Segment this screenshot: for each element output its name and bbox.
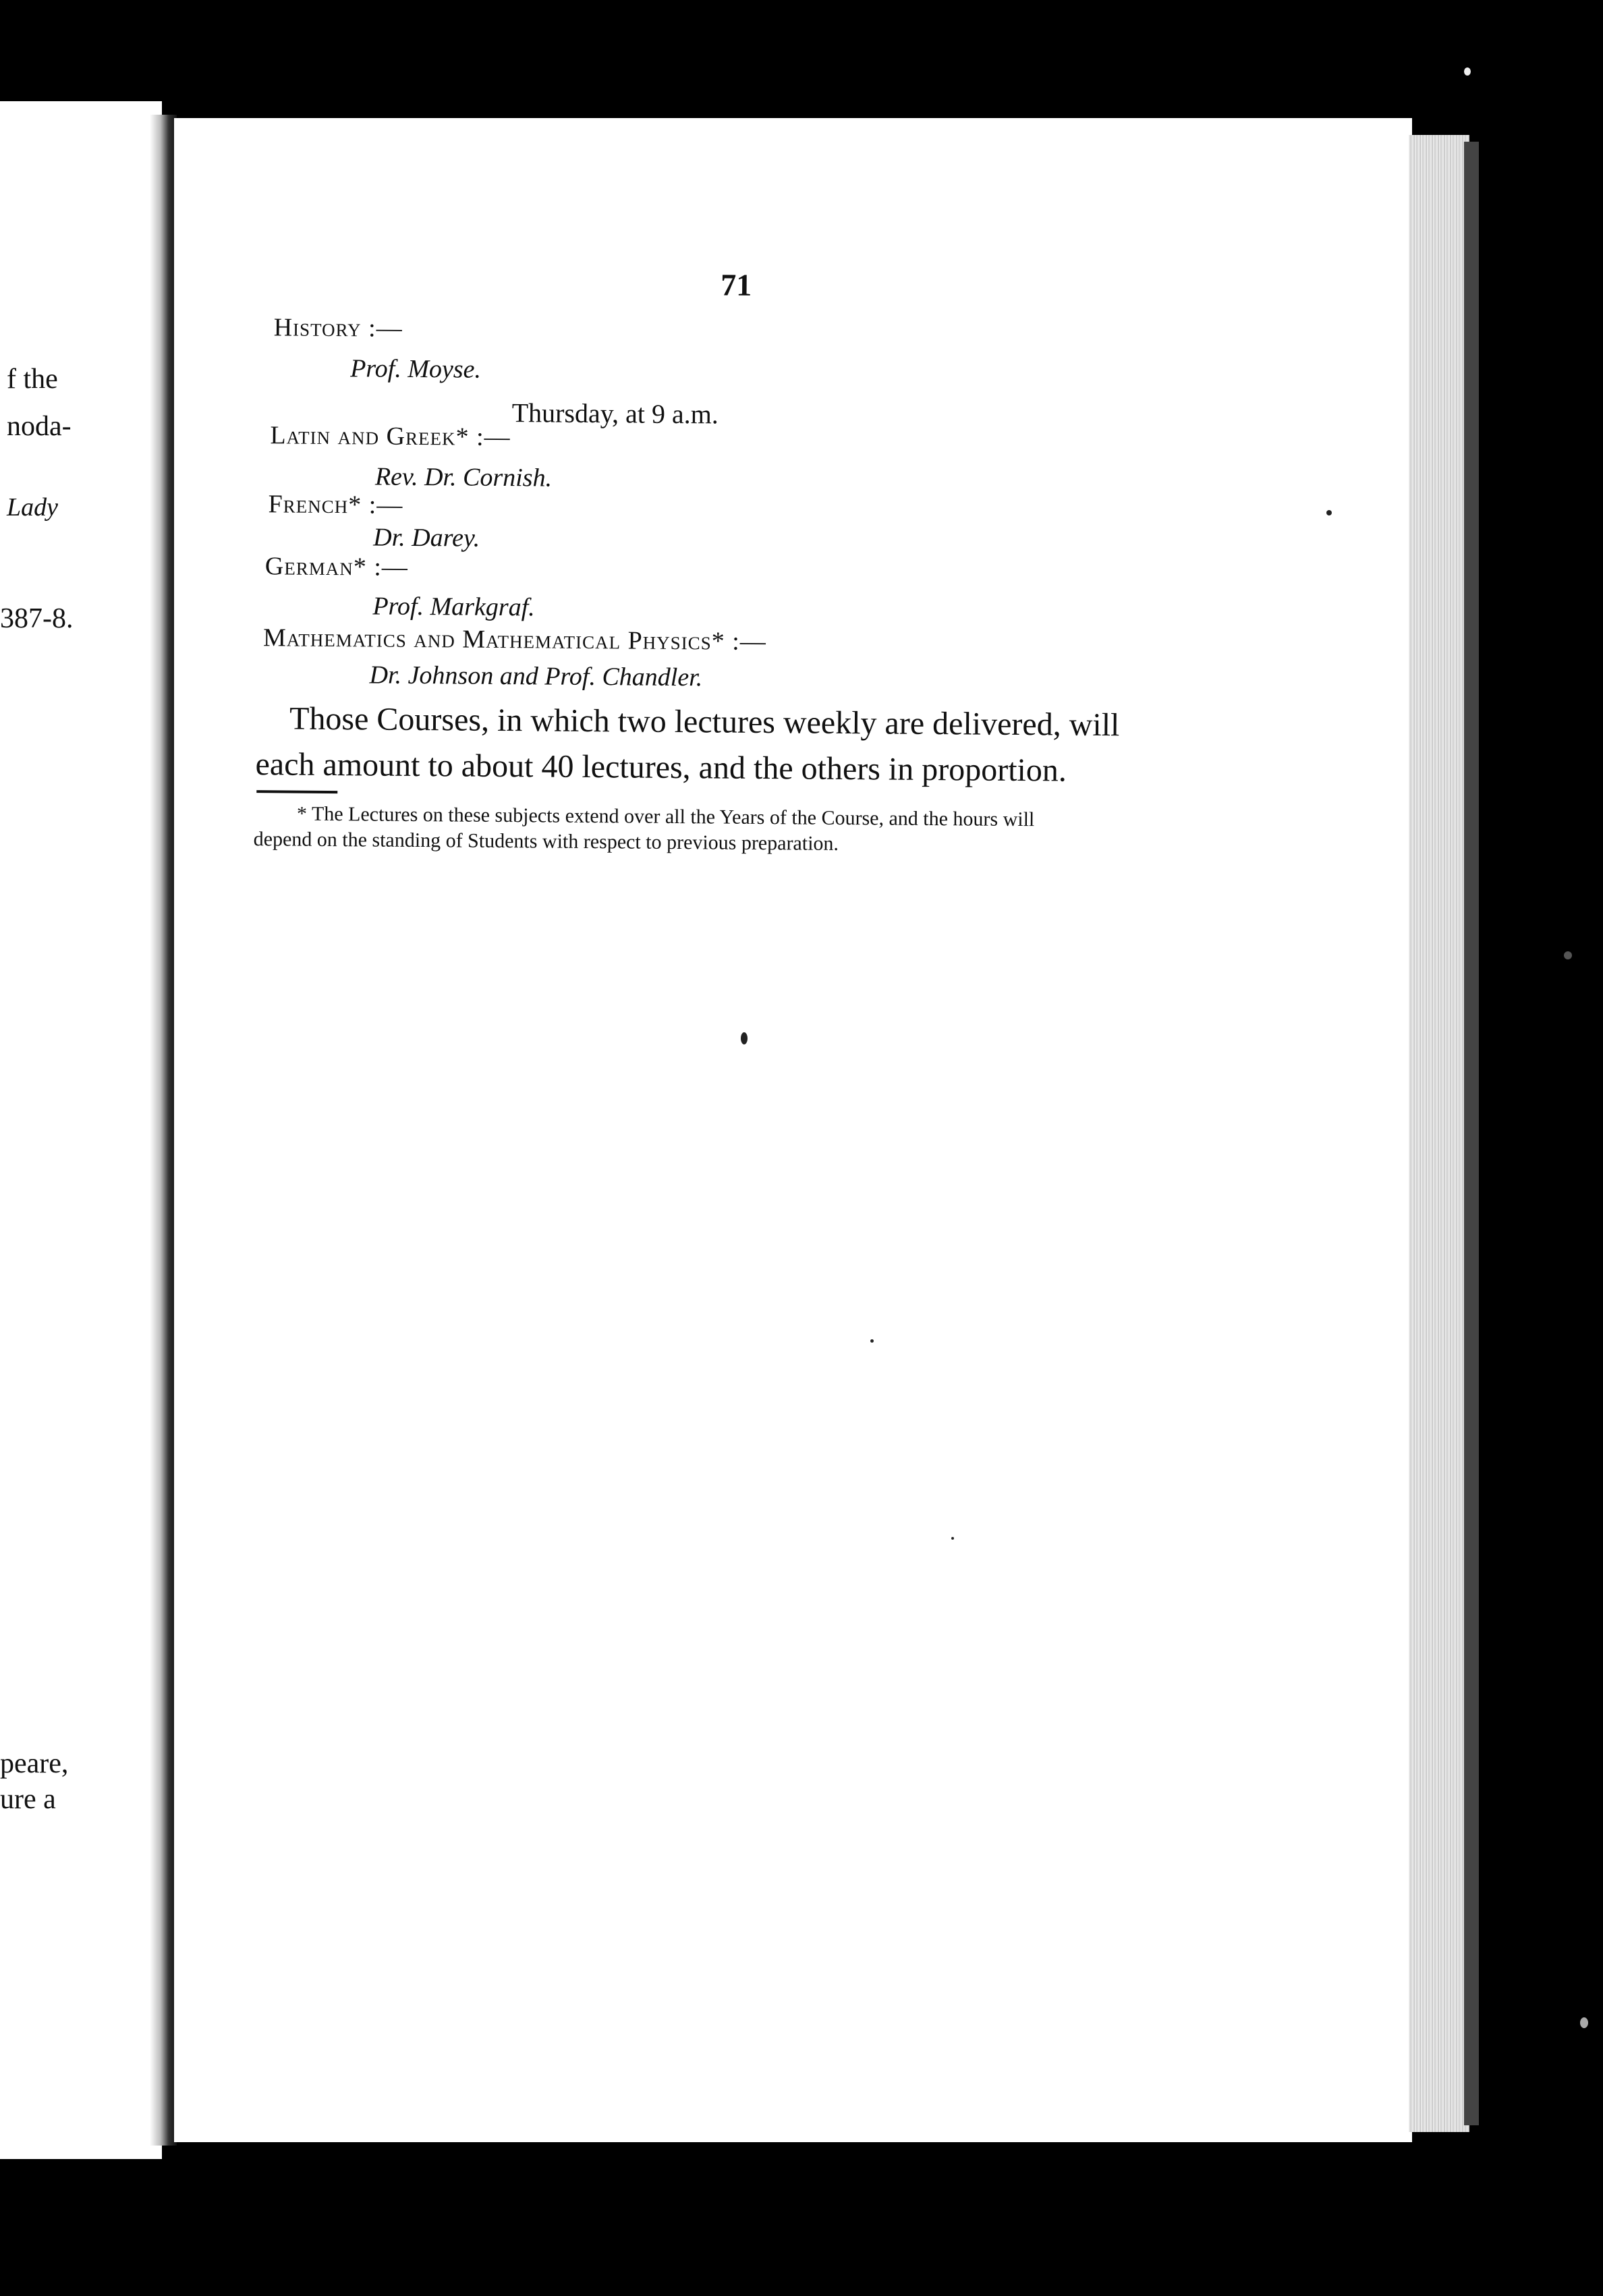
ink-speck (1564, 951, 1572, 959)
lecturer-history: Prof. Moyse. (350, 354, 482, 384)
ink-speck (870, 1339, 874, 1343)
ink-speck (951, 1537, 954, 1540)
ink-speck (741, 1032, 748, 1044)
section-heading-mathematics: Mathematics and Mathematical Physics* :— (262, 623, 766, 656)
footnote-rule (256, 790, 337, 793)
ink-speck (1580, 2017, 1588, 2028)
ink-speck (1326, 510, 1332, 515)
left-page-fragment: Lady (7, 493, 58, 522)
footnote-line: depend on the standing of Students with respect to previous preparation. (253, 828, 839, 855)
lecturer-french: Dr. Darey. (373, 523, 480, 553)
section-heading-french: French* :— (268, 490, 403, 520)
lecturer-german: Prof. Markgraf. (372, 592, 535, 622)
ink-speck (1464, 67, 1471, 76)
paragraph-line: Those Courses, in which two lectures weekly are delivered, will (289, 700, 1120, 744)
section-heading-latin-greek: Latin and Greek* :— (270, 421, 511, 452)
schedule-history: Thursday, at 9 a.m. (511, 397, 719, 430)
left-page-fragment: noda- (7, 411, 72, 442)
section-heading-history: History :— (273, 313, 403, 343)
footnote-line: * The Lectures on these subjects extend over all the Years of the Course, and the hours will (296, 802, 1035, 831)
section-heading-german: German* :— (264, 552, 409, 582)
left-page-fragment: peare, (0, 1748, 69, 1779)
left-page-fragment: ure a (0, 1784, 56, 1815)
left-page-fragment: f the (7, 364, 58, 395)
left-page-fragment: 387-8. (0, 603, 74, 634)
paragraph-line: each amount to about 40 lectures, and the others in proportion. (255, 746, 1067, 789)
lecturer-latin-greek: Rev. Dr. Cornish. (374, 462, 553, 493)
page-number: 71 (720, 267, 752, 302)
lecturer-mathematics: Dr. Johnson and Prof. Chandler. (369, 661, 703, 692)
